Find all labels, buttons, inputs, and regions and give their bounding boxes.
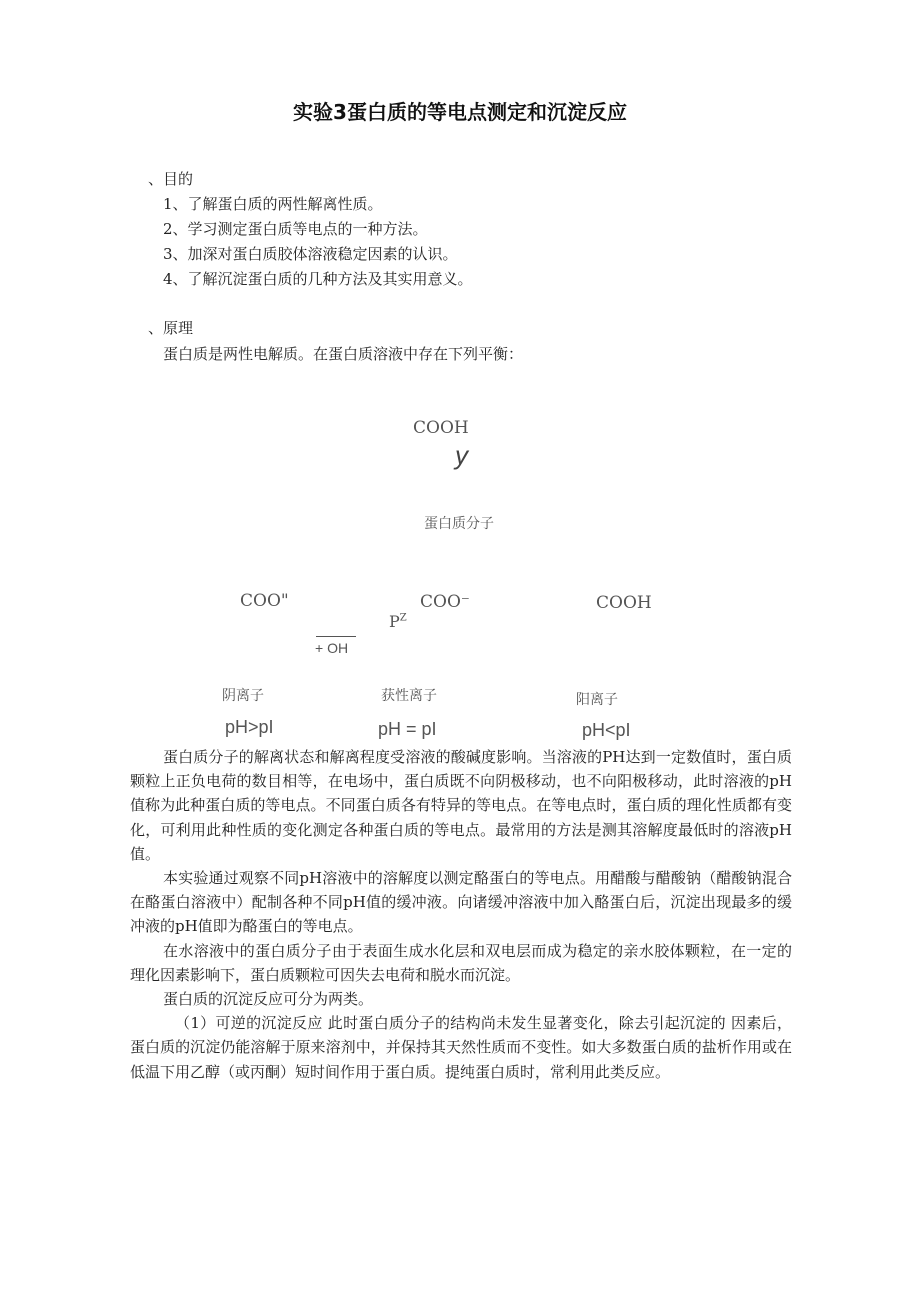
paragraph: （1）可逆的沉淀反应 此时蛋白质分子的结构尚未发生显著变化，除去引起沉淀的 因素后，蛋白质的沉淀仍能溶解于原来溶剂中，并保持其天然性质而不变性。如大多数蛋白质的盐析作用或在低温下用乙醇（或丙酮）短时间作用于蛋白质。提纯蛋白质时，常利用此类反应。 <box>130 1014 792 1081</box>
purpose-item: 4、了解沉淀蛋白质的几种方法及其实用意义。 <box>163 270 473 288</box>
condition-zwitterion: pH = pI <box>378 719 437 739</box>
paragraph: 蛋白质分子的解离状态和解离程度受溶液的酸碱度影响。当溶液的PH达到一定数值时，蛋白质颗粒上正负电荷的数目相等，在电场中，蛋白质既不向阴极移动，也不向阳极移动，此时溶液的pH值称为此种蛋白质的等电点。不同蛋白质各有特异的等电点。在等电点时，蛋白质的理化性质都有变化，可利用此种性质的变化测定各种蛋白质的等电点。最常用的方法是测其溶解度最低时的溶液pH值。 <box>130 748 792 863</box>
paragraph: 本实验通过观察不同pH溶液中的溶解度以测定酪蛋白的等电点。用醋酸与醋酸钠（醋酸钠混合在酪蛋白溶液中）配制各种不同pH值的缓冲液。向诸缓冲溶液中加入酪蛋白后，沉淀出现最多的缓冲液的pH值即为酪蛋白的等电点。 <box>130 869 792 936</box>
molecule-label: 蛋白质分子 <box>424 515 494 531</box>
reagent-arrow-line <box>316 636 356 637</box>
purpose-item: 1、了解蛋白质的两性解离性质。 <box>163 195 383 213</box>
right-group-label: COOH <box>596 593 652 613</box>
center-symbol-sup: Z <box>399 612 407 624</box>
reagent-label: + OH <box>315 640 349 656</box>
center-symbol <box>389 612 407 631</box>
left-group-label: COO" <box>240 591 289 611</box>
condition-anion: pH>pI <box>225 717 274 737</box>
section-heading-purpose: 、目的 <box>148 170 194 188</box>
middle-group-label: COO⁻ <box>420 592 470 612</box>
zwitterion-label: 获性离子 <box>381 687 437 703</box>
anion-label: 阴离子 <box>222 687 264 703</box>
paragraph: 蛋白质的沉淀反应可分为两类。 <box>163 990 374 1009</box>
top-group-label: COOH <box>413 418 469 438</box>
cation-label: 阳离子 <box>576 691 618 707</box>
purpose-item: 3、加深对蛋白质胶体溶液稳定因素的认识。 <box>163 245 458 263</box>
purpose-item: 2、学习测定蛋白质等电点的一种方法。 <box>163 220 428 238</box>
page-title: 实验3蛋白质的等电点测定和沉淀反应 <box>293 100 627 124</box>
condition-cation: pH<pI <box>582 720 631 740</box>
principle-body <box>130 745 792 1084</box>
top-letter: y <box>455 440 468 470</box>
section-heading-principle: 、原理 <box>148 319 194 337</box>
paragraph: 在水溶液中的蛋白质分子由于表面生成水化层和双电层而成为稳定的亲水胶体颗粒，在一定的理化因素影响下，蛋白质颗粒可因失去电荷和脱水而沉淀。 <box>130 941 792 984</box>
center-symbol-letter: P <box>389 612 400 631</box>
principle-intro: 蛋白质是两性电解质。在蛋白质溶液中存在下列平衡： <box>163 345 524 363</box>
